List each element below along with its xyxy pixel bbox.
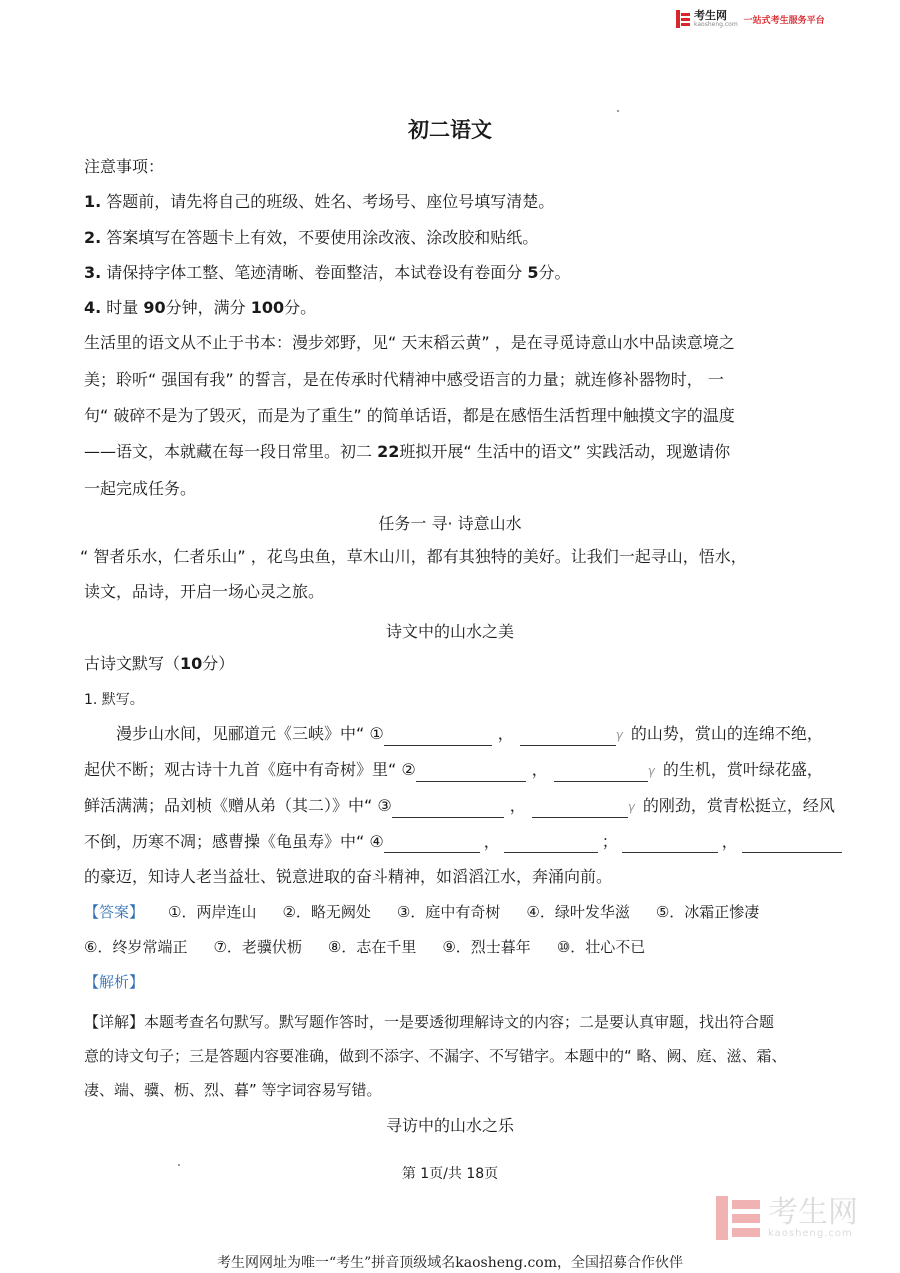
answer-blank[interactable] (742, 836, 842, 853)
watermark-text: 考生网 (768, 1194, 858, 1230)
notice-item-4: 4. 时量 90分钟，满分 100分。 (84, 298, 317, 317)
answer-row-2 (84, 936, 671, 958)
answer-blank[interactable] (532, 801, 628, 818)
brand-slogan: 一站式考生服务平台 (743, 15, 825, 26)
answer-item: ⑤．冰霜正惨凄 (655, 903, 760, 921)
question-line-5: 的豪迈，知诗人老当益壮、锐意进取的奋斗精神，如滔滔江水，奔涌向前。 (84, 867, 613, 886)
kaosheng-watermark-icon (716, 1196, 760, 1240)
page-number: 第 1页/共 18页 (401, 1166, 499, 1182)
sub-heading: 古诗文默写（10分） (84, 654, 235, 673)
answer-blank[interactable] (520, 729, 616, 746)
watermark (716, 1196, 858, 1240)
answer-blank[interactable] (554, 765, 648, 782)
section-title: 诗文中的山水之美 (385, 622, 514, 641)
brand-domain: kaosheng.com (694, 21, 738, 28)
task1-line: 读文，品诗，开启一场心灵之旅。 (84, 582, 325, 601)
intro-line: 生活里的语文从不止于书本：漫步郊野，见“ 天末稻云黄” ，是在寻觅诗意山水中品读意境之 (84, 333, 735, 352)
notice-item-3: 3. 请保持字体工整、笔迹清晰、卷面整洁，本试卷设有卷面分 5分。 (84, 263, 571, 282)
intro-line: 美；聆听“ 强国有我” 的誓言，是在传承时代精神中感受语言的力量；就连修补器物时， 一 (84, 370, 724, 389)
answer-blank[interactable] (622, 836, 718, 853)
notice-item-2: 2. 答案填写在答题卡上有效，不要使用涂改液、涂改胶和贴纸。 (84, 228, 539, 247)
watermark-domain: kaosheng.com (768, 1227, 853, 1239)
question-line-2: 起伏不断；观古诗十九首《庭中有奇树》里“ ② ， γ 的生机，赏叶绿花盛， (84, 759, 823, 782)
answer-blank[interactable] (416, 765, 526, 782)
kaosheng-logo-icon (676, 10, 690, 28)
answer-item: ④．绿叶发华滋 (526, 903, 630, 921)
notice-item-1: 1. 答题前，请先将自己的班级、姓名、考场号、座位号填写清楚。 (84, 192, 555, 211)
analysis-label: 【解析】 (84, 973, 145, 991)
answer-blank[interactable] (392, 801, 504, 818)
intro-line: 一起完成任务。 (84, 479, 197, 498)
answer-blank[interactable] (384, 836, 480, 853)
answer-blank[interactable] (384, 729, 492, 746)
bottom-footer: 考生网网址为唯一“考生”拼音顶级域名kaosheng.com，全国招募合作伙伴 (216, 1255, 684, 1271)
analysis-line: 意的诗文句子；三是答题内容要准确，做到不添字、不漏字、不写错字。本题中的“ 略、阙、庭、滋、霜、 (84, 1047, 787, 1065)
answer-item: ⑨．烈士暮年 (442, 938, 531, 956)
page-title: 初二语文 (408, 118, 492, 142)
task1-heading: 任务一 寻· 诗意山水 (378, 514, 522, 533)
brand-name: 考生网 (694, 9, 727, 22)
intro-line: 句“ 破碎不是为了毁灭，而是为了重生” 的简单话语，都是在感悟生活哲理中触摸文字的温度 (84, 406, 735, 425)
next-section-title: 寻访中的山水之乐 (385, 1116, 514, 1135)
intro-line: ——语文，本就藏在每一段日常里。初二 22班拟开展“ 生活中的语文” 实践活动，现邀请你 (84, 442, 731, 461)
notice-heading: 注意事项： (84, 157, 165, 176)
question-line-1: 漫步山水间，见郦道元《三峡》中“ ① ， γ 的山势，赏山的连绵不绝， (116, 723, 823, 746)
task1-line: “ 智者乐水，仁者乐山” ，花鸟虫鱼，草木山川，都有其独特的美好。让我们一起寻山，悟水， (80, 547, 747, 566)
answer-item: ①．两岸连山 (168, 903, 257, 921)
answer-item: ③．庭中有奇树 (396, 903, 501, 921)
answer-item: ⑥．终岁常端正 (84, 938, 188, 956)
answer-label: 【答案】 (84, 903, 145, 921)
answer-item: ⑦．老骥伏枥 (213, 938, 302, 956)
answer-item: ⑩．壮心不已 (556, 938, 646, 956)
analysis-line: 【详解】本题考查名句默写。默写题作答时，一是要透彻理解诗文的内容；二是要认真审题，找出符合题 (84, 1013, 775, 1031)
answer-blank[interactable] (504, 836, 598, 853)
answer-item: ②．略无阙处 (282, 903, 371, 921)
question-label: 1. 默写。 (84, 692, 144, 708)
question-line-4: 不倒，历寒不凋；感曹操《龟虽寿》中“ ④ ， ； ， (84, 831, 842, 853)
answer-row-1 (84, 901, 785, 923)
site-brand (676, 8, 825, 30)
question-line-3: 鲜活满满；品刘桢《赠从弟（其二）》中“ ③ ， γ 的刚劲，赏青松挺立，经风 (84, 795, 835, 818)
answer-item: ⑧．志在千里 (327, 938, 417, 956)
stray-dot (617, 110, 619, 112)
analysis-line: 凄、端、骥、枥、烈、暮” 等字词容易写错。 (84, 1081, 382, 1099)
